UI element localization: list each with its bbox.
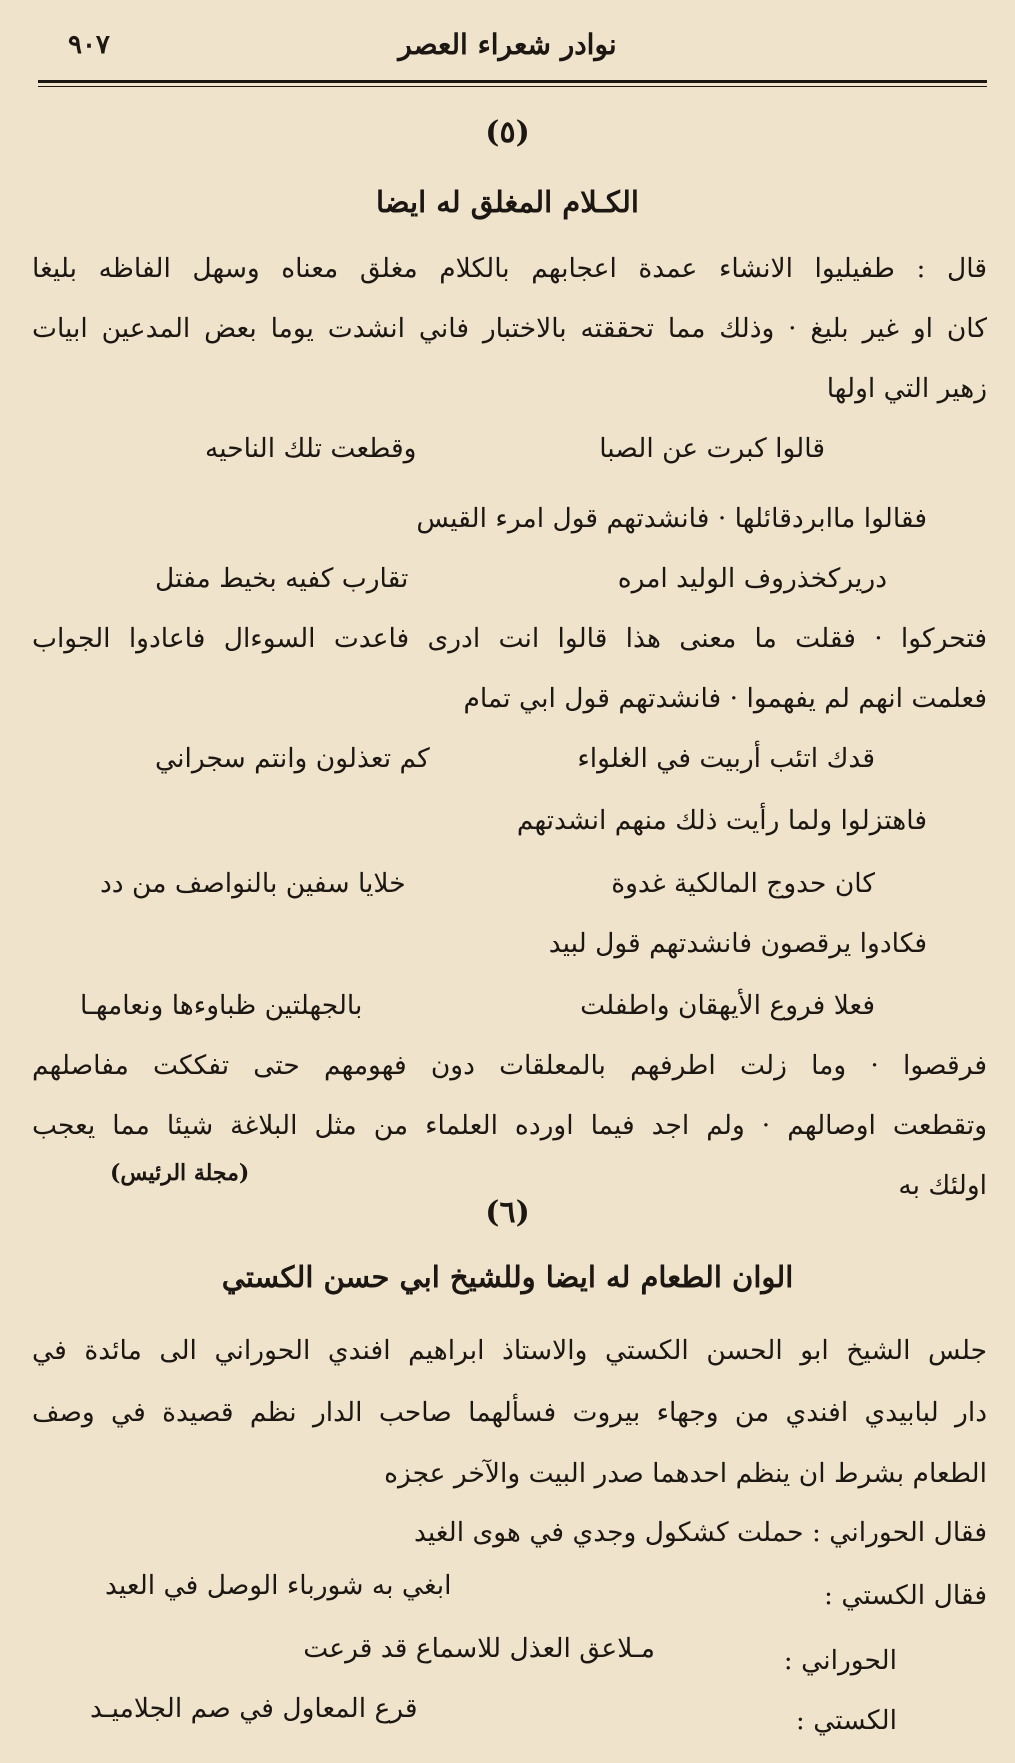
- body-line: فرقصوا · وما زلت اطرفهم بالمعلقات دون فهومهم حتى تفككت مفاصلهم: [32, 1050, 987, 1081]
- body-line: زهير التي اولها: [826, 373, 987, 404]
- verse-hemistich-right: دريركخذروف الوليد امره: [617, 563, 887, 594]
- verse-hemistich-left: خلايا سفين بالنواصف من دد: [100, 868, 406, 899]
- source-citation: (مجلة الرئيس): [110, 1160, 250, 1186]
- verse-hemistich-left: تقارب كفيه بخيط مفتل: [155, 563, 409, 594]
- body-line: كان او غير بليغ · وذلك مما تحققته بالاختبار فاني انشدت يوما بعض المدعين ابيات: [32, 313, 987, 344]
- header-rule-thick: [38, 80, 987, 83]
- body-line: جلس الشيخ ابو الحسن الكستي والاستاذ ابراهيم افندي الحوراني الى مائدة في: [32, 1335, 987, 1366]
- header-rule-thin: [38, 86, 987, 87]
- verse-text: مـلاعق العذل للاسماع قد قرعت: [303, 1633, 655, 1664]
- section-title: الكـلام المغلق له ايضا: [376, 185, 639, 219]
- verse-hemistich-right: فعلا فروع الأيهقان واطفلت: [580, 990, 875, 1021]
- verse-hemistich-left: كم تعذلون وانتم سجراني: [155, 743, 430, 774]
- page-header: [40, 18, 975, 70]
- body-line: دار لبابيدي افندي من وجهاء بيروت فسألهما صاحب الدار نظم قصيدة في وصف: [32, 1397, 987, 1428]
- verse-text: حملت كشكول وجدي في هوى الغيد: [413, 1517, 804, 1548]
- body-line: فكادوا يرقصون فانشدتهم قول لبيد: [548, 928, 927, 959]
- verse-text: ابغي به شورباء الوصل في العيد: [105, 1570, 452, 1601]
- speaker-label: الحوراني :: [783, 1645, 897, 1676]
- verse-hemistich-left: وقطعت تلك الناحيه: [205, 433, 417, 464]
- speaker-label: الكستي :: [795, 1705, 897, 1736]
- speaker-label: فقال الحوراني :: [811, 1517, 987, 1548]
- section-title: الوان الطعام له ايضا وللشيخ ابي حسن الكستي: [221, 1260, 794, 1294]
- poem-line: [414, 1517, 987, 1548]
- section-number: (٦): [485, 1195, 530, 1230]
- body-line: وتقطعت اوصالهم · ولم اجد فيما اورده العلماء من مثل البلاغة شيئا مما يعجب: [32, 1110, 987, 1141]
- body-line: فتحركوا · فقلت ما معنى هذا قالوا انت ادرى فاعدت السوءال فاعادوا الجواب: [32, 623, 987, 654]
- verse-hemistich-right: كان حدوج المالكية غدوة: [611, 868, 875, 899]
- body-line: فقالوا ماابردقائلها · فانشدتهم قول امرء القيس: [416, 503, 927, 534]
- body-line: فاهتزلوا ولما رأيت ذلك منهم انشدتهم: [516, 805, 927, 836]
- page-number: ٩٠٧: [68, 30, 110, 60]
- body-line: الطعام بشرط ان ينظم احدهما صدر البيت والآخر عجزه: [384, 1458, 987, 1489]
- speaker-label: فقال الكستي :: [824, 1580, 987, 1611]
- body-line: اولئك به: [898, 1170, 987, 1201]
- verse-text: قرع المعاول في صم الجلاميـد: [90, 1693, 418, 1724]
- running-title: نوادر شعراء العصر: [398, 28, 617, 61]
- verse-hemistich-right: قدك اتئب أربيت في الغلواء: [577, 743, 875, 774]
- verse-hemistich-left: بالجهلتين ظباوءها ونعامهـا: [80, 990, 363, 1021]
- body-line: قال : طفيليوا الانشاء عمدة اعجابهم بالكلام مغلق معناه وسهل الفاظه بليغا: [32, 253, 987, 284]
- body-line: فعلمت انهم لم يفهموا · فانشدتهم قول ابي تمام: [463, 683, 987, 714]
- section-number: (٥): [485, 115, 530, 150]
- verse-hemistich-right: قالوا كبرت عن الصبا: [599, 433, 825, 464]
